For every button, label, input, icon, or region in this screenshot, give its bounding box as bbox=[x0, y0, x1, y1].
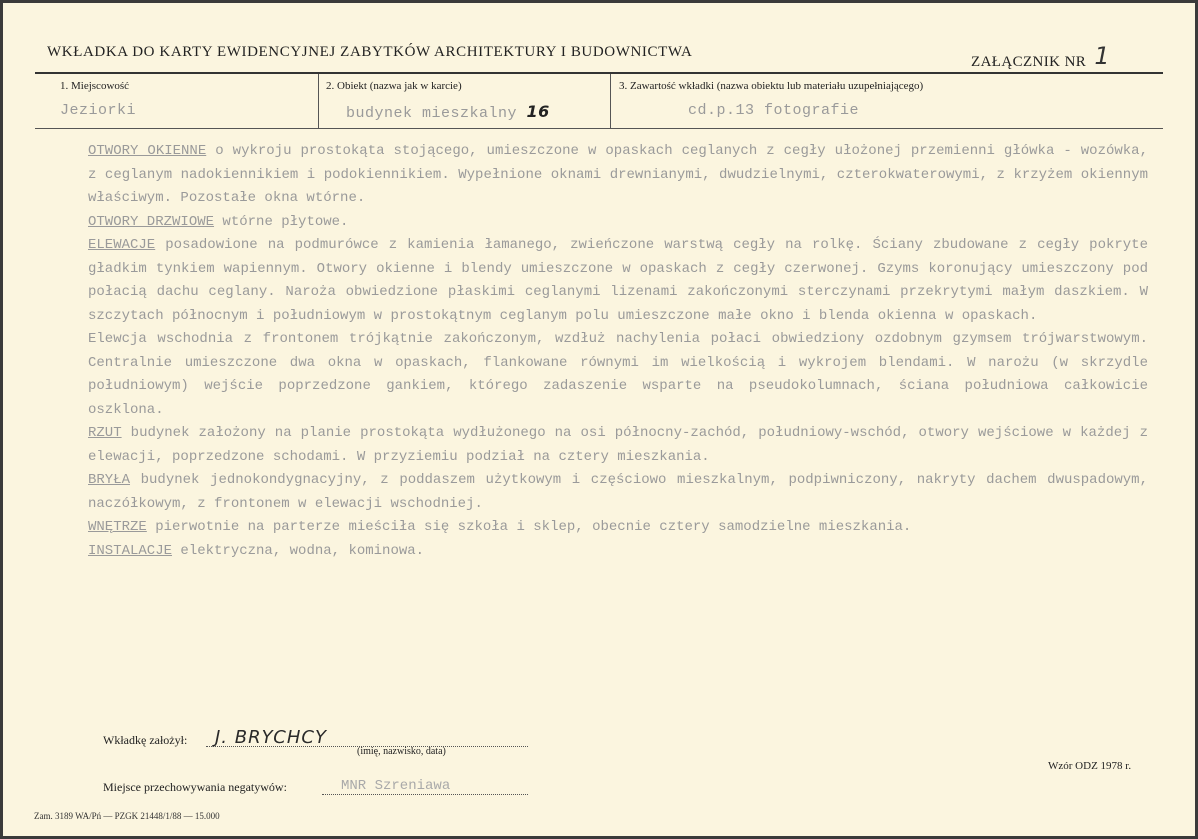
form-title: WKŁADKA DO KARTY EWIDENCYJNEJ ZABYTKÓW ARCHITEKTURY I BUDOWNICTWA bbox=[47, 44, 693, 60]
column-divider bbox=[318, 74, 319, 128]
paragraph-elevations bbox=[88, 234, 1148, 328]
section-text: budynek jednokondygnacyjny, z poddaszem użytkowym i częściowo mieszkalnym, podpiwniczony, nakryty dachem dwuspadowym, naczółkowym, z frontonem w elewacji wschodniej. bbox=[88, 472, 1148, 512]
paragraph-east-elevation bbox=[88, 328, 1148, 422]
column-divider bbox=[610, 74, 611, 128]
annex-heading bbox=[971, 44, 1110, 72]
section-text: elektryczna, wodna, kominowa. bbox=[172, 542, 425, 559]
section-text: wtórne płytowe. bbox=[214, 213, 349, 230]
paragraph-installations bbox=[88, 540, 1148, 564]
section-heading: BRYŁA bbox=[88, 472, 131, 488]
content-label: 3. Zawartość wkładki (nazwa obiektu lub materiału uzupełniającego) bbox=[619, 80, 924, 92]
section-heading: OTWORY OKIENNE bbox=[88, 143, 207, 159]
section-heading: WNĘTRZE bbox=[88, 519, 147, 535]
section-text: pierwotnie na parterze mieściła się szkoła i sklep, obecnie cztery samodzielne mieszkania. bbox=[146, 519, 912, 535]
annex-number: 1 bbox=[1094, 42, 1111, 70]
header-rule-top bbox=[35, 72, 1163, 74]
section-text: Elewcja wschodnia z frontonem trójkątnie zakończonym, wzdłuż nachylenia połaci obwiedziony ozdobnym gzymsem trójwarstwowym. Centralnie umieszczone dwa okna w opaskach, flankowane równymi im wielkością i wykrojem blendami. W narożu (w skrzydle południowym) wejście poprzedzone gankiem, którego zadaszenie wsparte na pseudokolumnach, ściana południowa całkowicie oszklona. bbox=[88, 331, 1148, 418]
page-border-top bbox=[0, 0, 1198, 3]
created-by-caption: (imię, nazwisko, data) bbox=[357, 746, 446, 757]
locality-label: 1. Miejscowość bbox=[60, 80, 130, 92]
object-value-group bbox=[346, 102, 550, 122]
object-label: 2. Obiekt (nazwa jak w karcie) bbox=[326, 80, 462, 92]
header-rule-bottom bbox=[35, 128, 1163, 129]
negatives-value: MNR Szreniawa bbox=[341, 778, 451, 794]
negatives-label: Miejsce przechowywania negatywów: bbox=[103, 780, 287, 794]
content-value: cd.p.13 fotografie bbox=[688, 102, 860, 119]
paragraph-plan bbox=[88, 422, 1148, 469]
created-by-label: Wkładkę założył: bbox=[103, 733, 188, 747]
section-heading: INSTALACJE bbox=[88, 542, 173, 559]
section-heading: ELEWACJE bbox=[88, 237, 156, 253]
paragraph-door-openings bbox=[88, 211, 1148, 235]
page-border-left bbox=[0, 0, 3, 839]
paragraph-interior bbox=[88, 516, 1148, 540]
print-order-note: Zam. 3189 WA/Pń — PZGK 21448/1/88 — 15.000 bbox=[34, 811, 220, 821]
object-value: budynek mieszkalny bbox=[346, 105, 518, 122]
section-heading: OTWORY DRZWIOWE bbox=[88, 213, 215, 230]
section-heading: RZUT bbox=[88, 425, 122, 441]
annex-label: ZAŁĄCZNIK NR bbox=[971, 54, 1087, 70]
section-text: posadowione na podmurówce z kamienia łamanego, zwieńczone warstwą cegły na rolkę. Ściany zbudowane z cegły pokryte gładkim tynkiem wapiennym. Otwory okienne i blendy umieszczone w opaskach z cegły czerwonej. Gzyms koronujący umieszczony pod połacią dachu ceglany. Naroża obwiedzione płaskimi ceglanymi lizenami zakończonymi sterczynami przekrytymi małym daszkiem. W szczytach północnym i południowym w prostokątnym ceglanym polu umieszczone małe okno i blenda okienna w opaskach. bbox=[88, 237, 1148, 324]
paragraph-massing bbox=[88, 469, 1148, 516]
object-number: 16 bbox=[526, 102, 550, 121]
created-by-signature: J. BRYCHCY bbox=[215, 727, 327, 748]
paragraph-window-openings bbox=[88, 140, 1148, 211]
description-body bbox=[88, 140, 1148, 563]
section-text: budynek założony na planie prostokąta wydłużonego na osi północny-zachód, południowy-wschód, otwory wejściowe w każdej z elewacji, poprzedzone schodami. W przyziemiu podział na cztery mieszkania. bbox=[88, 425, 1148, 465]
section-text: o wykroju prostokąta stojącego, umieszczone w opaskach ceglanych z cegły ułożonej przemienni główka - wozówka, z ceglanym nadokiennikiem i podokiennikiem. Wypełnione oknami drewnianymi, dwudzielnymi, czterokwaterowymi, z krzyżem okiennym właściwym. Pozostałe okna wtórne. bbox=[88, 143, 1148, 206]
negatives-line bbox=[322, 794, 528, 795]
template-note: Wzór ODZ 1978 r. bbox=[1048, 760, 1132, 772]
locality-value: Jeziorki bbox=[60, 102, 137, 119]
